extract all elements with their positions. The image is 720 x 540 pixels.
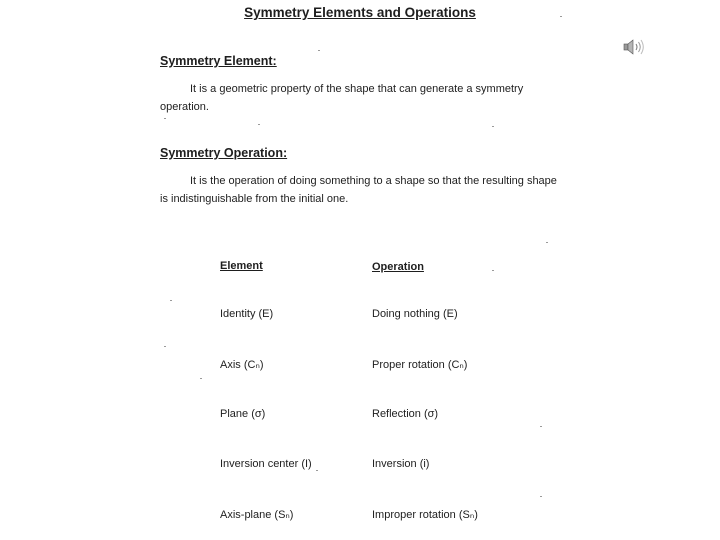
scan-speck [560, 16, 562, 17]
scan-speck [546, 242, 548, 243]
paragraph-line: It is the operation of doing something to a shape so that the resulting shape [190, 175, 557, 187]
table-cell-operation: Improper rotation (Sₙ) [372, 509, 478, 521]
paragraph-line: is indistinguishable from the initial one. [160, 193, 349, 205]
column-header-element: Element [220, 260, 263, 272]
scan-speck [200, 378, 202, 379]
table-cell-operation: Inversion (i) [372, 458, 430, 470]
table-cell-operation: Reflection (σ) [372, 408, 439, 420]
page-title: Symmetry Elements and Operations [244, 5, 476, 20]
scan-speck [540, 496, 542, 497]
speaker-icon-graphic [622, 37, 646, 57]
paragraph-line: operation. [160, 101, 209, 113]
paragraph-line: It is a geometric property of the shape that can generate a symmetry [190, 83, 524, 95]
scan-speck [170, 300, 172, 301]
scan-speck [258, 124, 260, 125]
scan-speck [316, 470, 318, 471]
scan-speck [492, 270, 494, 271]
table-cell-element: Identity (E) [220, 308, 274, 320]
table-cell-element: Axis-plane (Sₙ) [220, 509, 294, 521]
table-cell-element: Inversion center (I) [220, 458, 312, 470]
speaker-icon[interactable] [622, 37, 646, 57]
scan-speck [540, 426, 542, 427]
table-cell-element: Axis (Cₙ) [220, 359, 264, 371]
scan-speck [164, 118, 166, 119]
table-cell-operation: Proper rotation (Cₙ) [372, 359, 468, 371]
section-paragraph-element [160, 80, 560, 116]
section-paragraph-operation [160, 172, 560, 208]
scan-speck [492, 126, 494, 127]
section-heading-element: Symmetry Element: [160, 54, 277, 68]
column-header-operation: Operation [372, 261, 424, 273]
table-cell-operation: Doing nothing (E) [372, 308, 458, 320]
table-cell-element: Plane (σ) [220, 408, 266, 420]
section-heading-operation: Symmetry Operation: [160, 146, 288, 160]
scan-speck [318, 50, 320, 51]
scan-speck [164, 346, 166, 347]
